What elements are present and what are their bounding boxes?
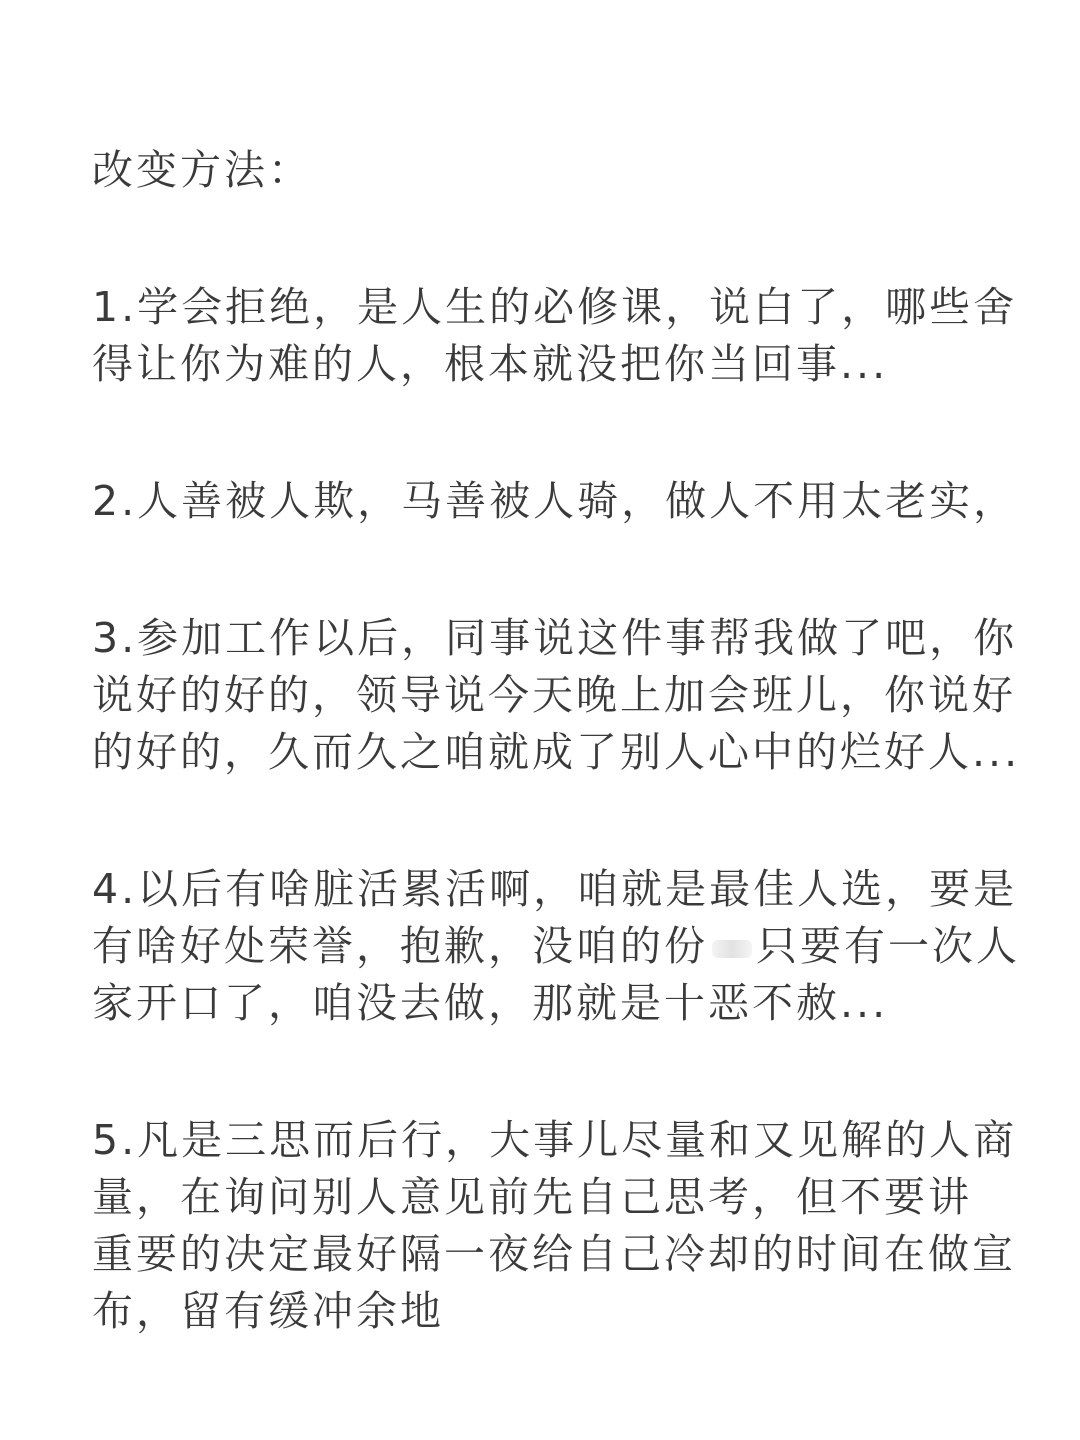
- heading: 改变方法：: [92, 146, 312, 194]
- list-item-2: [92, 473, 1018, 530]
- list-item-line: 说好的好的，领导说今天晚上加会班儿，你说好: [92, 671, 1016, 719]
- list-item-line: 2.人善被人欺，马善被人骑，做人不用太老实，: [92, 477, 1018, 525]
- list-item-1: [92, 279, 1018, 393]
- list-item-line: 重要的决定最好隔一夜给自己冷却的时间在做宣: [92, 1230, 1016, 1278]
- note-content: [92, 142, 1021, 1340]
- list-item-3: [92, 610, 1021, 781]
- list-item-line-part: 只要有一次人: [756, 922, 1020, 970]
- list-item-line: 5.凡是三思而后行，大事儿尽量和又见解的人商: [92, 1116, 1018, 1164]
- list-item-4: [92, 861, 1020, 1032]
- image-smudge: [712, 940, 752, 958]
- list-item-line-part: 有啥好处荣誉，抱歉，没咱的份: [92, 922, 708, 970]
- list-item-line: 3.参加工作以后，同事说这件事帮我做了吧，你: [92, 614, 1018, 662]
- list-item-line: 4.以后有啥脏活累活啊，咱就是最佳人选，要是: [92, 865, 1018, 913]
- list-item-line: 得让你为难的人，根本就没把你当回事...: [92, 340, 889, 388]
- list-item-line: 布，留有缓冲余地: [92, 1287, 444, 1335]
- list-item-line: 量，在询问别人意见前先自己思考，但不要讲: [92, 1173, 972, 1221]
- list-item-line: 家开口了，咱没去做，那就是十恶不赦...: [92, 979, 889, 1027]
- list-item-line-with-smudge: [92, 918, 1020, 975]
- list-item-line: 的好的，久而久之咱就成了别人心中的烂好人...: [92, 728, 1021, 776]
- list-item-5: [92, 1112, 1018, 1340]
- list-item-line: 1.学会拒绝，是人生的必修课，说白了，哪些舍: [92, 283, 1018, 331]
